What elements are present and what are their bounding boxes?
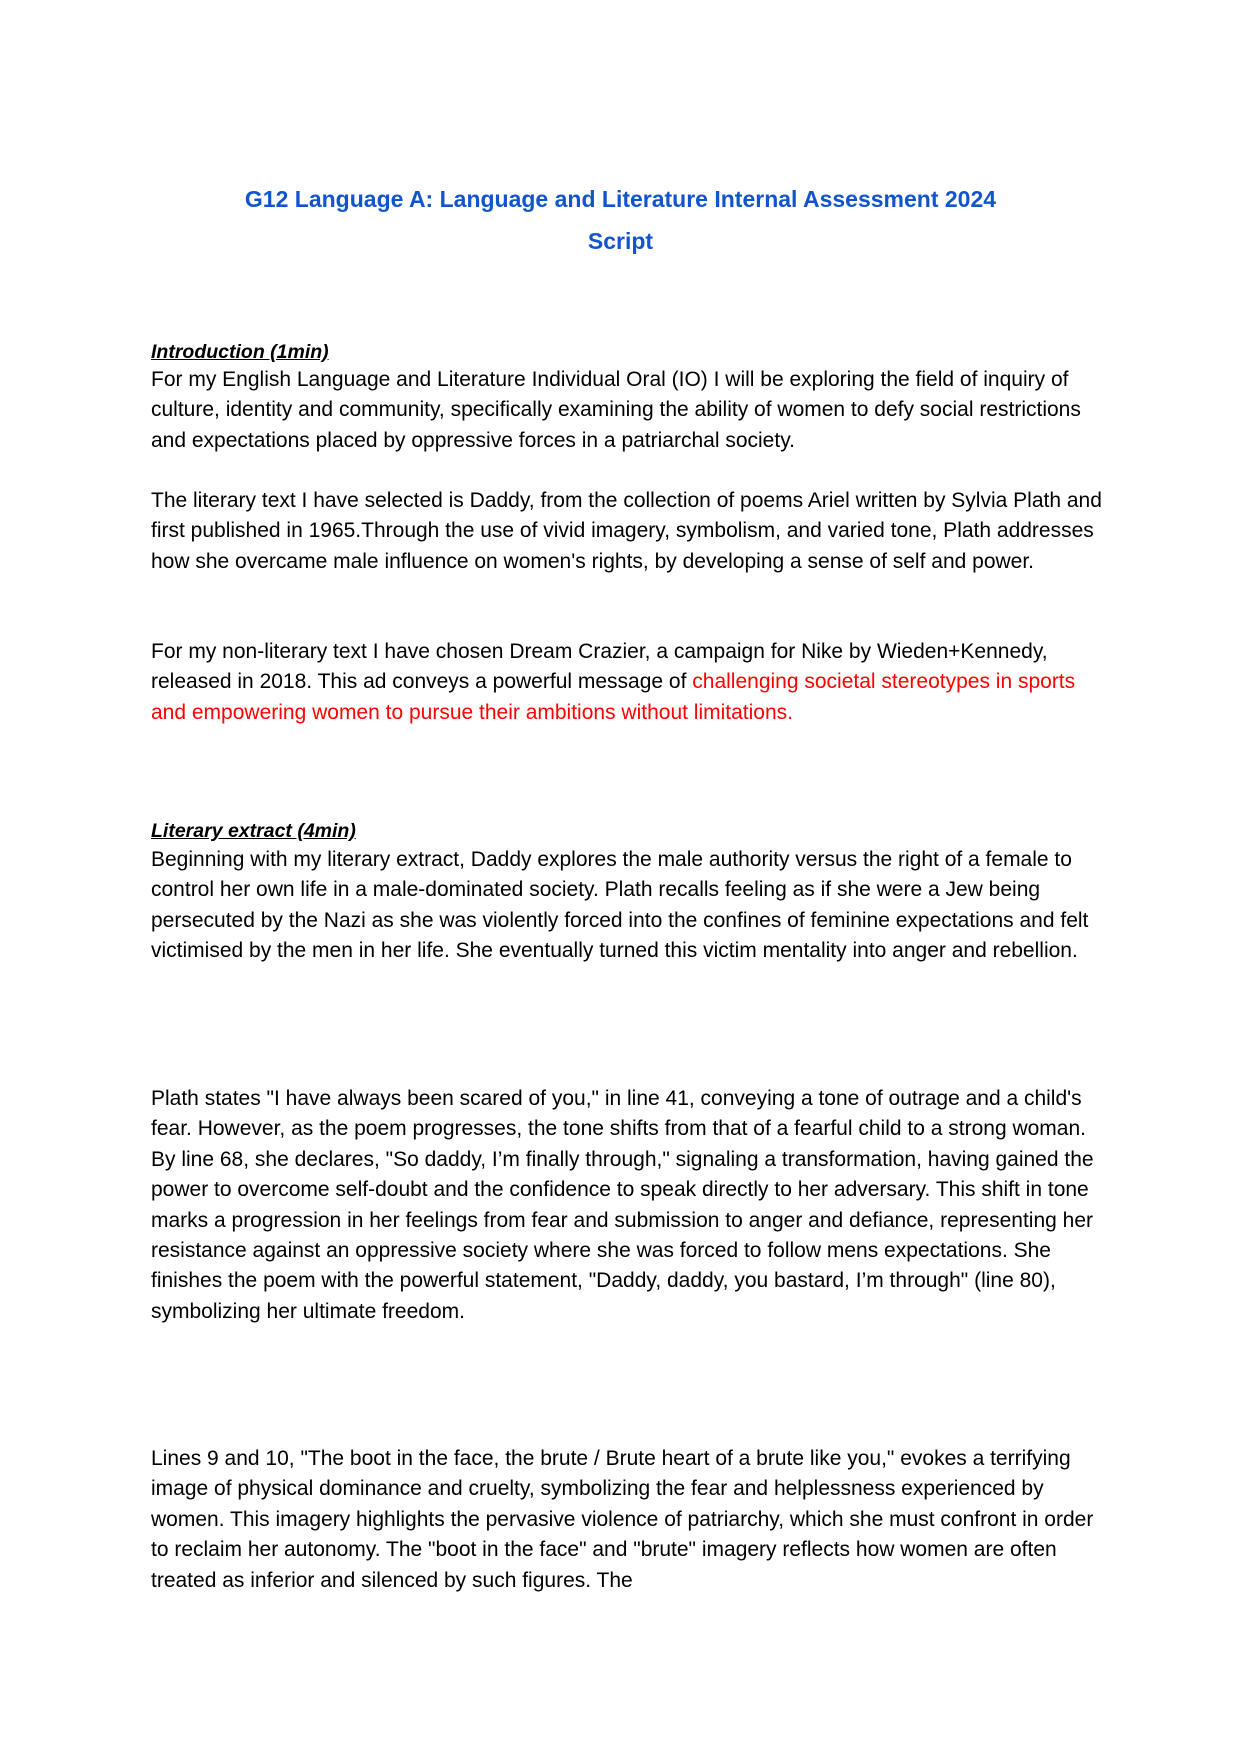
- paragraph-text: For my non-literary text I have chosen Dream Crazier, a campaign for Nike by Wieden+Kennedy, released in 2018. This ad conveys a powerful message of: [151, 640, 1048, 694]
- introduction-paragraph-2: The literary text I have selected is Daddy, from the collection of poems Ariel written by Sylvia Plath and first published in 1965.Through the use of vivid imagery, symbolism, and varied tone, Plath addresses how she overcame male influence on women's rights, by developing a sense of self and power.: [151, 489, 1102, 573]
- introduction-paragraph-1: For my English Language and Literature Individual Oral (IO) I will be exploring the field of inquiry of culture, identity and community, specifically examining the ability of women to defy social restrictions and expectations placed by oppressive forces in a patriarchal society.: [151, 368, 1081, 452]
- highlighted-text: challenging societal stereotypes in sports and empowering women to pursue their ambitions without limitations.: [151, 670, 1076, 724]
- literary-extract-heading: Literary extract (4min): [151, 820, 356, 842]
- introduction-paragraph-3: [151, 637, 1106, 728]
- document-title: G12 Language A: Language and Literature Internal Assessment 2024: [244, 186, 997, 212]
- introduction-heading: Introduction (1min): [151, 341, 329, 363]
- literary-paragraph-3: Lines 9 and 10, "The boot in the face, the brute / Brute heart of a brute like you," evokes a terrifying image of physical dominance and cruelty, symbolizing the fear and helplessness experienced by women. This imagery highlights the pervasive violence of patriarchy, which she must confront in order to reclaim her autonomy. The "boot in the face" and "brute" imagery reflects how women are often treated as inferior and silenced by such figures. The: [151, 1447, 1094, 1592]
- document-subtitle: Script: [587, 228, 654, 254]
- literary-paragraph-2: Plath states "I have always been scared of you," in line 41, conveying a tone of outrage and a child's fear. However, as the poem progresses, the tone shifts from that of a fearful child to a strong woman. By line 68, she declares, "So daddy, I’m finally through," signaling a transformation, having gained the power to overcome self-doubt and the confidence to speak directly to her adversary. This shift in tone marks a progression in her feelings from fear and submission to anger and defiance, representing her resistance against an oppressive society where she was forced to follow mens expectations. She finishes the poem with the powerful statement, "Daddy, daddy, you bastard, I’m through" (line 80), symbolizing her ultimate freedom.: [151, 1087, 1094, 1323]
- literary-paragraph-1: Beginning with my literary extract, Daddy explores the male authority versus the right of a female to control her own life in a male-dominated society. Plath recalls feeling as if she were a Jew being persecuted by the Nazi as she was violently forced into the confines of feminine expectations and felt victimised by the men in her life. She eventually turned this victim mentality into anger and rebellion.: [151, 848, 1089, 963]
